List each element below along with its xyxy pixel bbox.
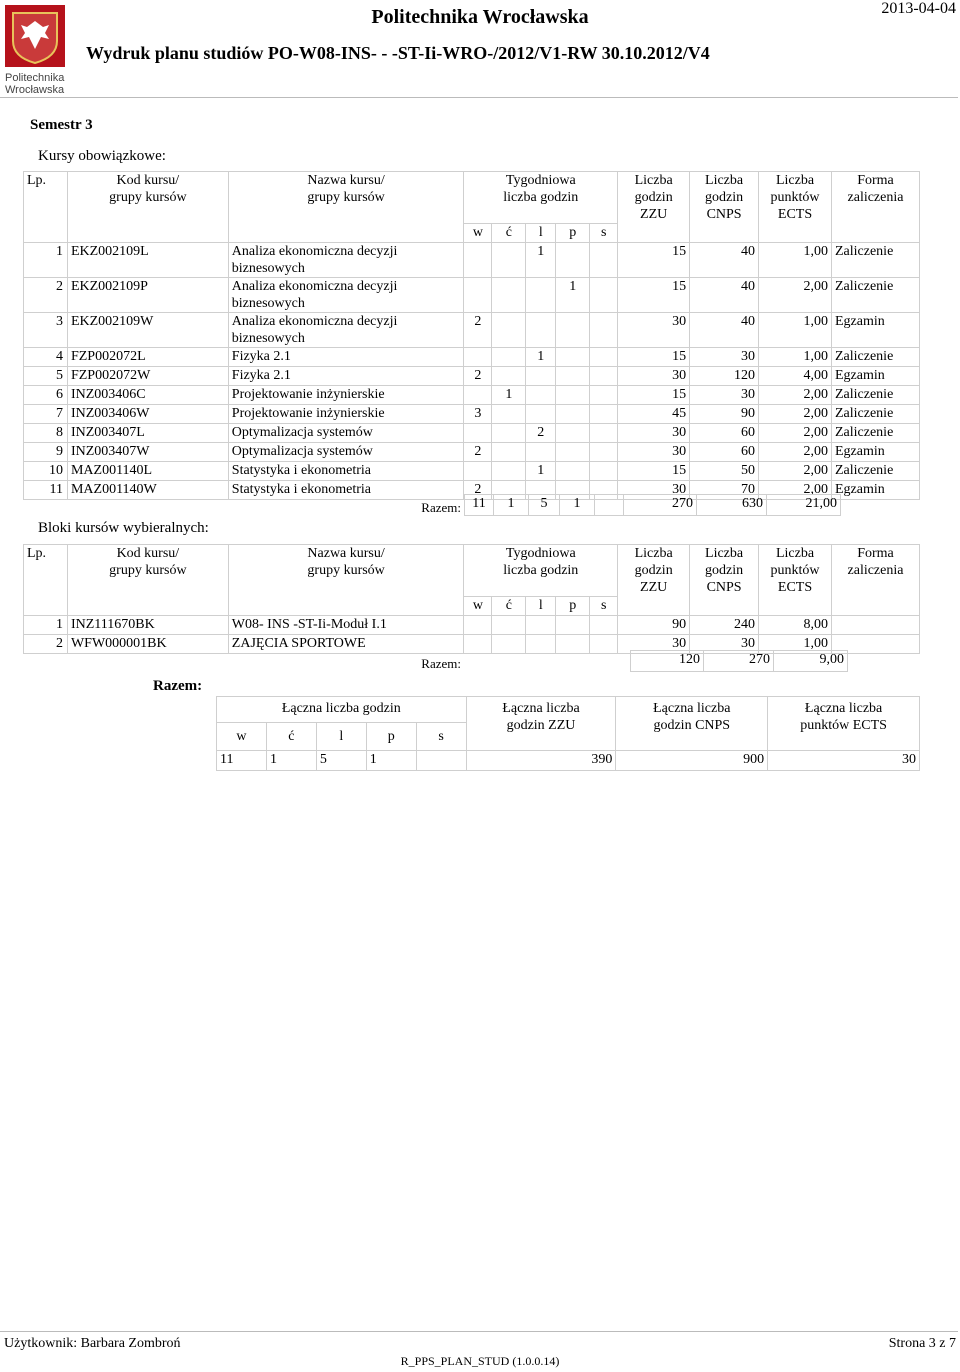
- row-forma: Egzamin: [832, 367, 920, 386]
- row-course-code: FZP002072L: [67, 348, 228, 367]
- col-header-zzu-line2: godzin: [634, 190, 673, 205]
- col-header-forma: [832, 172, 920, 243]
- table-row: [24, 278, 920, 313]
- col-header-kod-line2: grupy kursów: [109, 190, 187, 205]
- mandatory-total-ects: 21,00: [767, 495, 841, 516]
- row-ects: 2,00: [759, 424, 832, 443]
- blocks-total-zzu: 120: [631, 651, 704, 672]
- row-forma: Egzamin: [832, 481, 920, 500]
- row-course-name: [228, 367, 464, 386]
- blocks-subheader-p: p: [556, 597, 590, 616]
- summary-label: Razem:: [153, 678, 203, 694]
- row-hours-s: [590, 616, 618, 635]
- col-header-zzu-line1: Liczba: [634, 173, 673, 188]
- row-course-code: MAZ001140L: [67, 462, 228, 481]
- row-course-name-line: biznesowych: [231, 331, 305, 346]
- row-course-name-line: ZAJĘCIA SPORTOWE: [231, 636, 366, 651]
- row-cnps: 40: [690, 243, 759, 278]
- row-lp: 5: [24, 367, 68, 386]
- table-row: [24, 462, 920, 481]
- blocks-total-table: [23, 650, 848, 672]
- table-row: [24, 424, 920, 443]
- row-hours-c: [492, 313, 526, 348]
- col-header-lp: Lp.: [24, 172, 68, 243]
- row-hours-c: [492, 443, 526, 462]
- logo-text-line1: Politechnika: [5, 72, 65, 84]
- blocks-col-header-ects: [759, 545, 832, 616]
- col-header-cnps-line1: Liczba: [705, 173, 744, 188]
- row-hours-l: 2: [526, 424, 556, 443]
- row-forma: Egzamin: [832, 443, 920, 462]
- row-hours-l: [526, 313, 556, 348]
- row-zzu: 15: [618, 348, 690, 367]
- summary-value-zzu: 390: [466, 751, 616, 771]
- row-hours-c: [492, 243, 526, 278]
- row-hours-p: [556, 616, 590, 635]
- row-course-name-line: Projektowanie inżynierskie: [231, 406, 385, 421]
- row-lp: 4: [24, 348, 68, 367]
- row-zzu: 90: [618, 616, 690, 635]
- row-hours-w: [464, 243, 492, 278]
- blocks-subheader-s: s: [590, 597, 618, 616]
- row-lp: 1: [24, 243, 68, 278]
- col-header-cnps-line3: CNPS: [706, 207, 742, 222]
- col-header-ects-line1: Liczba: [775, 173, 815, 188]
- col-header-zzu: [618, 172, 690, 243]
- row-course-name-line: Statystyka i ekonometria: [231, 463, 371, 478]
- blocks-col-header-cnps-line2: godzin: [705, 563, 744, 578]
- row-lp: 1: [24, 616, 68, 635]
- row-hours-s: [590, 313, 618, 348]
- row-course-name-line: biznesowych: [231, 261, 305, 276]
- row-zzu: 15: [618, 243, 690, 278]
- summary-values-row: [217, 751, 920, 771]
- row-cnps: 40: [690, 313, 759, 348]
- row-hours-p: [556, 386, 590, 405]
- row-forma: Zaliczenie: [832, 278, 920, 313]
- table-row: [24, 386, 920, 405]
- row-ects: 2,00: [759, 443, 832, 462]
- blocks-col-header-ects-line2: punktów: [770, 563, 820, 578]
- footer-page-number: Strona 3 z 7: [888, 1336, 956, 1351]
- row-course-name: [228, 313, 464, 348]
- table-header-row: [24, 172, 920, 224]
- row-course-name-line: Analiza ekonomiczna decyzji: [231, 244, 398, 259]
- row-hours-w: [464, 424, 492, 443]
- summary-ects-header-line2: punktów ECTS: [800, 718, 887, 733]
- row-lp: 8: [24, 424, 68, 443]
- summary-cnps-header-line1: Łączna liczba: [653, 701, 731, 716]
- row-zzu: 30: [618, 424, 690, 443]
- row-cnps: 30: [690, 635, 759, 654]
- row-lp: 11: [24, 481, 68, 500]
- row-hours-w: 3: [464, 405, 492, 424]
- row-hours-s: [590, 367, 618, 386]
- row-course-code: INZ003406C: [67, 386, 228, 405]
- row-forma: Zaliczenie: [832, 462, 920, 481]
- blocks-col-header-zzu-line2: godzin: [634, 563, 673, 578]
- row-hours-c: [492, 278, 526, 313]
- summary-ects-header-line1: Łączna liczba: [804, 701, 883, 716]
- row-ects: 8,00: [759, 616, 832, 635]
- row-course-name-line: Statystyka i ekonometria: [231, 482, 371, 497]
- row-course-name-line: Fizyka 2.1: [231, 368, 291, 383]
- blocks-col-header-kod-line1: Kod kursu/: [116, 546, 180, 561]
- logo-text-line2: Wrocławska: [5, 84, 65, 96]
- row-course-name-line: Analiza ekonomiczna decyzji: [231, 314, 398, 329]
- blocks-col-header-ects-line1: Liczba: [775, 546, 815, 561]
- summary-sub-l: l: [316, 723, 366, 751]
- blocks-col-header-zzu: [618, 545, 690, 616]
- row-hours-w: 2: [464, 443, 492, 462]
- summary-hours-header: Łączna liczba godzin: [217, 697, 467, 723]
- row-hours-w: [464, 386, 492, 405]
- summary-value-p: 1: [366, 751, 416, 771]
- elective-blocks-label: Bloki kursów wybieralnych:: [38, 520, 209, 536]
- col-header-cnps: [690, 172, 759, 243]
- row-hours-l: 1: [526, 348, 556, 367]
- row-zzu: 30: [618, 313, 690, 348]
- blocks-col-header-zzu-line3: ZZU: [640, 580, 668, 595]
- col-header-ects: [759, 172, 832, 243]
- blocks-total-ects: 9,00: [774, 651, 848, 672]
- row-hours-s: [590, 424, 618, 443]
- blocks-col-header-zzu-line1: Liczba: [634, 546, 673, 561]
- header-divider: [0, 97, 958, 98]
- col-header-nazwa: [228, 172, 464, 243]
- row-forma: Zaliczenie: [832, 424, 920, 443]
- subheader-l: l: [526, 224, 556, 243]
- row-hours-s: [590, 348, 618, 367]
- row-course-name: [228, 386, 464, 405]
- row-course-code: INZ111670BK: [67, 616, 228, 635]
- blocks-col-header-tyg-line2: liczba godzin: [503, 563, 579, 578]
- row-hours-c: [492, 424, 526, 443]
- row-lp: 2: [24, 635, 68, 654]
- mandatory-total-cnps: 630: [697, 495, 767, 516]
- mandatory-courses-label: Kursy obowiązkowe:: [38, 148, 166, 164]
- blocks-col-header-ects-line3: ECTS: [777, 580, 813, 595]
- subheader-p: p: [556, 224, 590, 243]
- row-cnps: 30: [690, 348, 759, 367]
- summary-zzu-header: [466, 697, 616, 751]
- row-course-name-line: Analiza ekonomiczna decyzji: [231, 279, 398, 294]
- row-ects: 1,00: [759, 243, 832, 278]
- summary-value-ects: 30: [768, 751, 920, 771]
- mandatory-total-p: 1: [560, 495, 595, 516]
- row-course-code: EKZ002109W: [67, 313, 228, 348]
- row-course-name-line: Fizyka 2.1: [231, 349, 291, 364]
- table-row: [24, 405, 920, 424]
- row-course-code: INZ003407W: [67, 443, 228, 462]
- summary-ects-header: [768, 697, 920, 751]
- col-header-kod-line1: Kod kursu/: [116, 173, 180, 188]
- row-course-name-line: Projektowanie inżynierskie: [231, 387, 385, 402]
- row-course-code: MAZ001140W: [67, 481, 228, 500]
- row-hours-c: 1: [492, 386, 526, 405]
- blocks-total-row: [23, 651, 848, 672]
- row-cnps: 30: [690, 386, 759, 405]
- blocks-col-header-nazwa-line2: grupy kursów: [307, 563, 385, 578]
- row-hours-w: 2: [464, 367, 492, 386]
- row-cnps: 90: [690, 405, 759, 424]
- blocks-col-header-forma-line2: zaliczenia: [847, 563, 904, 578]
- row-ects: 4,00: [759, 367, 832, 386]
- col-header-nazwa-line2: grupy kursów: [307, 190, 385, 205]
- row-hours-l: 1: [526, 243, 556, 278]
- footer-divider: [0, 1331, 958, 1332]
- blocks-col-header-nazwa-line1: Nazwa kursu/: [307, 546, 385, 561]
- row-cnps: 60: [690, 443, 759, 462]
- row-ects: 1,00: [759, 635, 832, 654]
- blocks-col-header-nazwa: [228, 545, 464, 616]
- print-title: Wydruk planu studiów PO-W08-INS- - -ST-Ii-WRO-/2012/V1-RW 30.10.2012/V4: [86, 43, 710, 63]
- row-course-name: [228, 424, 464, 443]
- col-header-zzu-line3: ZZU: [640, 207, 668, 222]
- summary-value-w: 11: [217, 751, 267, 771]
- university-name: Politechnika Wrocławska: [371, 6, 589, 28]
- col-header-ects-line2: punktów: [770, 190, 820, 205]
- row-hours-w: [464, 348, 492, 367]
- summary-value-l: 5: [316, 751, 366, 771]
- table-row: [24, 313, 920, 348]
- row-course-code: EKZ002109P: [67, 278, 228, 313]
- row-course-name: [228, 348, 464, 367]
- row-hours-l: [526, 616, 556, 635]
- blocks-subheader-c: ć: [492, 597, 526, 616]
- row-hours-c: [492, 616, 526, 635]
- row-hours-w: [464, 278, 492, 313]
- row-hours-w: 2: [464, 313, 492, 348]
- blocks-col-header-forma: [832, 545, 920, 616]
- row-cnps: 240: [690, 616, 759, 635]
- row-zzu: 15: [618, 462, 690, 481]
- row-hours-w: [464, 616, 492, 635]
- row-hours-p: [556, 424, 590, 443]
- elective-blocks-table: [23, 544, 920, 654]
- blocks-total-label: Razem:: [421, 655, 461, 671]
- col-header-kod: [67, 172, 228, 243]
- row-cnps: 70: [690, 481, 759, 500]
- row-course-name: [228, 443, 464, 462]
- row-lp: 6: [24, 386, 68, 405]
- row-course-name: [228, 616, 464, 635]
- row-hours-l: 1: [526, 462, 556, 481]
- row-course-code: INZ003407L: [67, 424, 228, 443]
- semester-title: Semestr 3: [30, 117, 93, 133]
- row-hours-l: [526, 278, 556, 313]
- row-course-name-line: Optymalizacja systemów: [231, 425, 373, 440]
- row-course-name-line: Optymalizacja systemów: [231, 444, 373, 459]
- blocks-subheader-l: l: [526, 597, 556, 616]
- subheader-s: s: [590, 224, 618, 243]
- mandatory-total-w: 11: [465, 495, 494, 516]
- summary-sub-p: p: [366, 723, 416, 751]
- row-lp: 7: [24, 405, 68, 424]
- row-zzu: 15: [618, 386, 690, 405]
- row-course-name: [228, 462, 464, 481]
- row-hours-l: [526, 367, 556, 386]
- row-hours-s: [590, 386, 618, 405]
- row-cnps: 120: [690, 367, 759, 386]
- mandatory-total-label: Razem:: [421, 499, 461, 515]
- row-hours-c: [492, 462, 526, 481]
- mandatory-courses-table: [23, 171, 920, 500]
- row-hours-w: 2: [464, 481, 492, 500]
- summary-sub-w: w: [217, 723, 267, 751]
- summary-cnps-header-line2: godzin CNPS: [653, 718, 731, 733]
- row-zzu: 30: [618, 635, 690, 654]
- summary-table: [216, 696, 920, 771]
- row-hours-w: [464, 462, 492, 481]
- col-header-tyg-line2: liczba godzin: [503, 190, 579, 205]
- row-hours-p: [556, 367, 590, 386]
- blocks-col-header-kod-line2: grupy kursów: [109, 563, 187, 578]
- row-ects: 2,00: [759, 405, 832, 424]
- row-lp: 3: [24, 313, 68, 348]
- row-hours-s: [590, 405, 618, 424]
- col-header-forma-line2: zaliczenia: [847, 190, 904, 205]
- col-header-cnps-line2: godzin: [705, 190, 744, 205]
- row-ects: 2,00: [759, 462, 832, 481]
- row-lp: 9: [24, 443, 68, 462]
- row-course-name-line: W08- INS -ST-Ii-Moduł I.1: [231, 617, 387, 632]
- row-hours-s: [590, 462, 618, 481]
- col-header-forma-line1: Forma: [857, 173, 894, 188]
- row-hours-c: [492, 405, 526, 424]
- row-hours-p: [556, 348, 590, 367]
- row-ects: 2,00: [759, 481, 832, 500]
- blocks-col-header-cnps-line1: Liczba: [705, 546, 744, 561]
- footer-user: Użytkownik: Barbara Zombroń: [4, 1336, 181, 1351]
- summary-sub-c: ć: [266, 723, 316, 751]
- summary-value-cnps: 900: [616, 751, 768, 771]
- print-date: 2013-04-04: [881, 0, 956, 17]
- mandatory-total-zzu: 270: [624, 495, 697, 516]
- summary-value-s: [416, 751, 466, 771]
- blocks-col-header-forma-line1: Forma: [857, 546, 894, 561]
- row-hours-p: [556, 443, 590, 462]
- blocks-col-header-kod: [67, 545, 228, 616]
- row-hours-p: [556, 462, 590, 481]
- col-header-nazwa-line1: Nazwa kursu/: [307, 173, 385, 188]
- row-forma: Zaliczenie: [832, 386, 920, 405]
- summary-zzu-header-line2: godzin ZZU: [506, 718, 576, 733]
- row-hours-s: [590, 243, 618, 278]
- row-forma: Zaliczenie: [832, 243, 920, 278]
- row-hours-s: [590, 443, 618, 462]
- mandatory-total-c: 1: [494, 495, 529, 516]
- table-row: [24, 616, 920, 635]
- row-cnps: 60: [690, 424, 759, 443]
- row-ects: 1,00: [759, 348, 832, 367]
- row-hours-c: [492, 348, 526, 367]
- col-header-ects-line3: ECTS: [777, 207, 813, 222]
- summary-cnps-header: [616, 697, 768, 751]
- row-hours-s: [590, 278, 618, 313]
- row-hours-p: 1: [556, 278, 590, 313]
- col-header-tygodniowa: [464, 172, 618, 224]
- row-forma: [832, 616, 920, 635]
- row-hours-l: [526, 405, 556, 424]
- row-course-code: WFW000001BK: [67, 635, 228, 654]
- row-zzu: 30: [618, 481, 690, 500]
- blocks-col-header-cnps-line3: CNPS: [706, 580, 742, 595]
- row-lp: 2: [24, 278, 68, 313]
- row-cnps: 50: [690, 462, 759, 481]
- row-zzu: 30: [618, 443, 690, 462]
- table-row: [24, 243, 920, 278]
- blocks-col-header-lp: Lp.: [24, 545, 68, 616]
- row-hours-p: [556, 405, 590, 424]
- mandatory-total-table: [23, 494, 841, 516]
- row-zzu: 15: [618, 278, 690, 313]
- row-hours-p: [556, 313, 590, 348]
- row-hours-l: [526, 443, 556, 462]
- mandatory-total-l: 5: [529, 495, 560, 516]
- row-course-name: [228, 405, 464, 424]
- row-hours-c: [492, 367, 526, 386]
- subheader-c: ć: [492, 224, 526, 243]
- table-row: [24, 443, 920, 462]
- blocks-col-header-tygodniowa: [464, 545, 618, 597]
- row-ects: 2,00: [759, 386, 832, 405]
- row-forma: Zaliczenie: [832, 405, 920, 424]
- summary-sub-s: s: [416, 723, 466, 751]
- blocks-header-row: [24, 545, 920, 597]
- summary-header-row: [217, 697, 920, 723]
- col-header-tyg-line1: Tygodniowa: [505, 173, 576, 188]
- blocks-col-header-tyg-line1: Tygodniowa: [505, 546, 576, 561]
- blocks-col-header-cnps: [690, 545, 759, 616]
- row-course-code: INZ003406W: [67, 405, 228, 424]
- row-course-name: [228, 243, 464, 278]
- row-ects: 1,00: [759, 313, 832, 348]
- row-lp: 10: [24, 462, 68, 481]
- blocks-total-cnps: 270: [704, 651, 774, 672]
- table-row: [24, 348, 920, 367]
- row-course-name-line: biznesowych: [231, 296, 305, 311]
- row-zzu: 45: [618, 405, 690, 424]
- row-course-code: EKZ002109L: [67, 243, 228, 278]
- row-cnps: 40: [690, 278, 759, 313]
- summary-value-c: 1: [266, 751, 316, 771]
- mandatory-total-row: [23, 495, 841, 516]
- subheader-w: w: [464, 224, 492, 243]
- row-course-name: [228, 278, 464, 313]
- footer-report-code: R_PPS_PLAN_STUD (1.0.0.14): [400, 1354, 560, 1368]
- row-course-code: FZP002072W: [67, 367, 228, 386]
- mandatory-total-s: [595, 495, 624, 516]
- blocks-total-spacer: [464, 651, 631, 672]
- row-zzu: 30: [618, 367, 690, 386]
- row-forma: Zaliczenie: [832, 348, 920, 367]
- row-ects: 2,00: [759, 278, 832, 313]
- row-forma: Egzamin: [832, 313, 920, 348]
- row-hours-l: [526, 386, 556, 405]
- table-row: [24, 367, 920, 386]
- row-hours-p: [556, 243, 590, 278]
- blocks-subheader-w: w: [464, 597, 492, 616]
- summary-zzu-header-line1: Łączna liczba: [502, 701, 580, 716]
